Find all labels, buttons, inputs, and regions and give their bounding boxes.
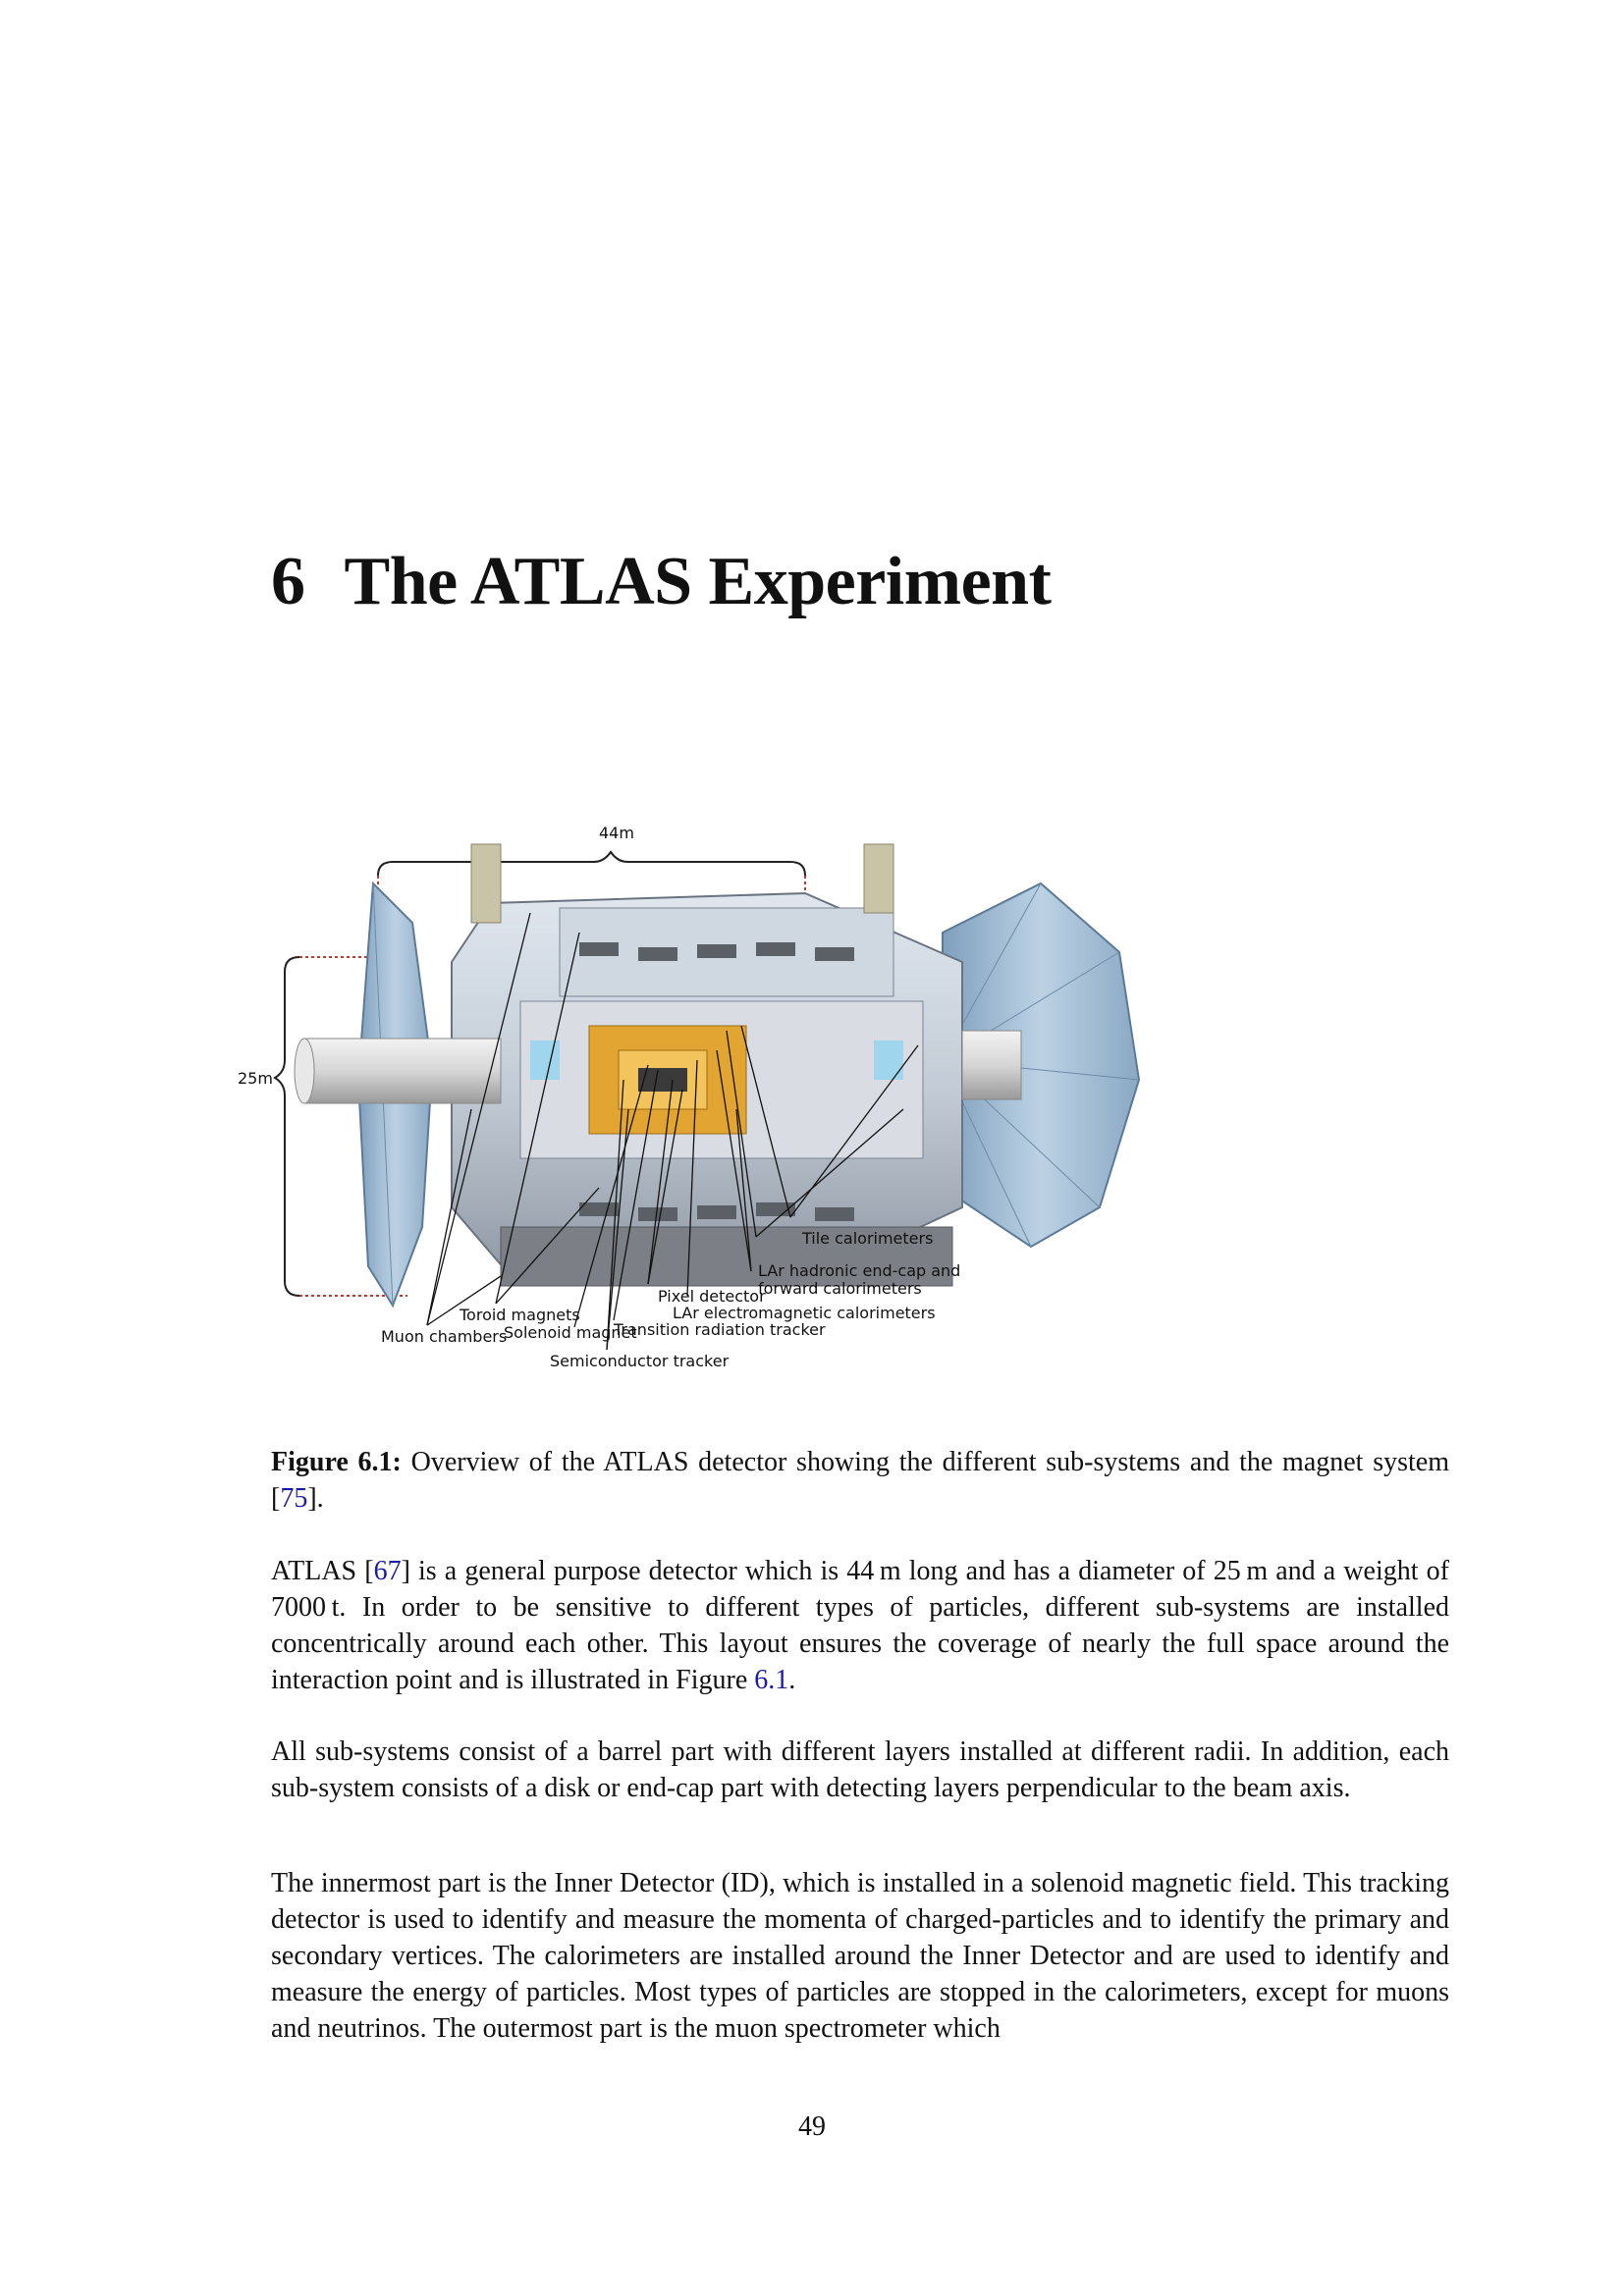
figure-caption: Figure 6.1: Overview of the ATLAS detector showing the different sub-systems and the magnet system [75].	[271, 1447, 1449, 1514]
paragraph-2: All sub-systems consist of a barrel part with different layers installed at different radii. In addition, each sub-system consists of a disk or end-cap part with detecting layers perpendicular to the beam axis.	[271, 1736, 1449, 1803]
label-lar-hadronic-line2: forward calorimeters	[758, 1279, 922, 1298]
caption-label: Figure 6.1:	[271, 1447, 402, 1477]
height-dimension-label: 25m	[238, 1069, 273, 1088]
chapter-heading	[271, 544, 1052, 619]
page-number: 49	[798, 2111, 826, 2142]
length-dimension-label: 44m	[599, 824, 634, 842]
label-semiconductor-tracker: Semiconductor tracker	[550, 1352, 730, 1370]
height-dimension-brace	[275, 957, 299, 1296]
citation-link-67[interactable]: 67	[373, 1556, 402, 1586]
label-muon-chambers: Muon chambers	[381, 1327, 508, 1346]
label-tile-calorimeters: Tile calorimeters	[802, 1229, 934, 1248]
barrel-body	[452, 844, 962, 1286]
label-transition-radiation-tracker: Transition radiation tracker	[614, 1320, 826, 1339]
paragraph-1: ATLAS [67] is a general purpose detector which is 44 m long and has a diameter of 25 m and a weight of 7000 t. In order to be sensitive to different types of particles, different sub-systems are installed concentrically around each other. This layout ensures the coverage of nearly the full space around the interaction point and is illustrated in Figure 6.1.	[271, 1556, 1449, 1695]
chapter-number: 6	[271, 544, 305, 619]
atlas-detector-figure	[238, 815, 1355, 1404]
citation-link-75[interactable]: 75	[280, 1483, 308, 1514]
figure-ref-link[interactable]: 6.1	[754, 1665, 789, 1695]
label-toroid-magnets: Toroid magnets	[460, 1306, 580, 1324]
label-lar-hadronic-line1: LAr hadronic end-cap and	[758, 1261, 961, 1280]
atlas-detector-illustration	[238, 815, 1355, 1404]
label-lar-em-calorimeters: LAr electromagnetic calorimeters	[673, 1304, 936, 1322]
paragraph-3: The innermost part is the Inner Detector (ID), which is installed in a solenoid magnetic field. This tracking detector is used to identify and measure the momenta of charged-particles and to identify the primary and secondary vertices. The calorimeters are installed around the Inner Detector and are used to identify and measure the energy of particles. Most types of particles are stopped in the calorimeters, except for muons and neutrinos. The outermost part is the muon spectrometer which	[271, 1868, 1449, 2044]
label-solenoid-magnet: Solenoid magnet	[504, 1323, 637, 1342]
chapter-title: The ATLAS Experiment	[344, 544, 1052, 619]
length-dimension-brace	[378, 852, 805, 876]
label-pixel-detector: Pixel detector	[658, 1287, 766, 1306]
